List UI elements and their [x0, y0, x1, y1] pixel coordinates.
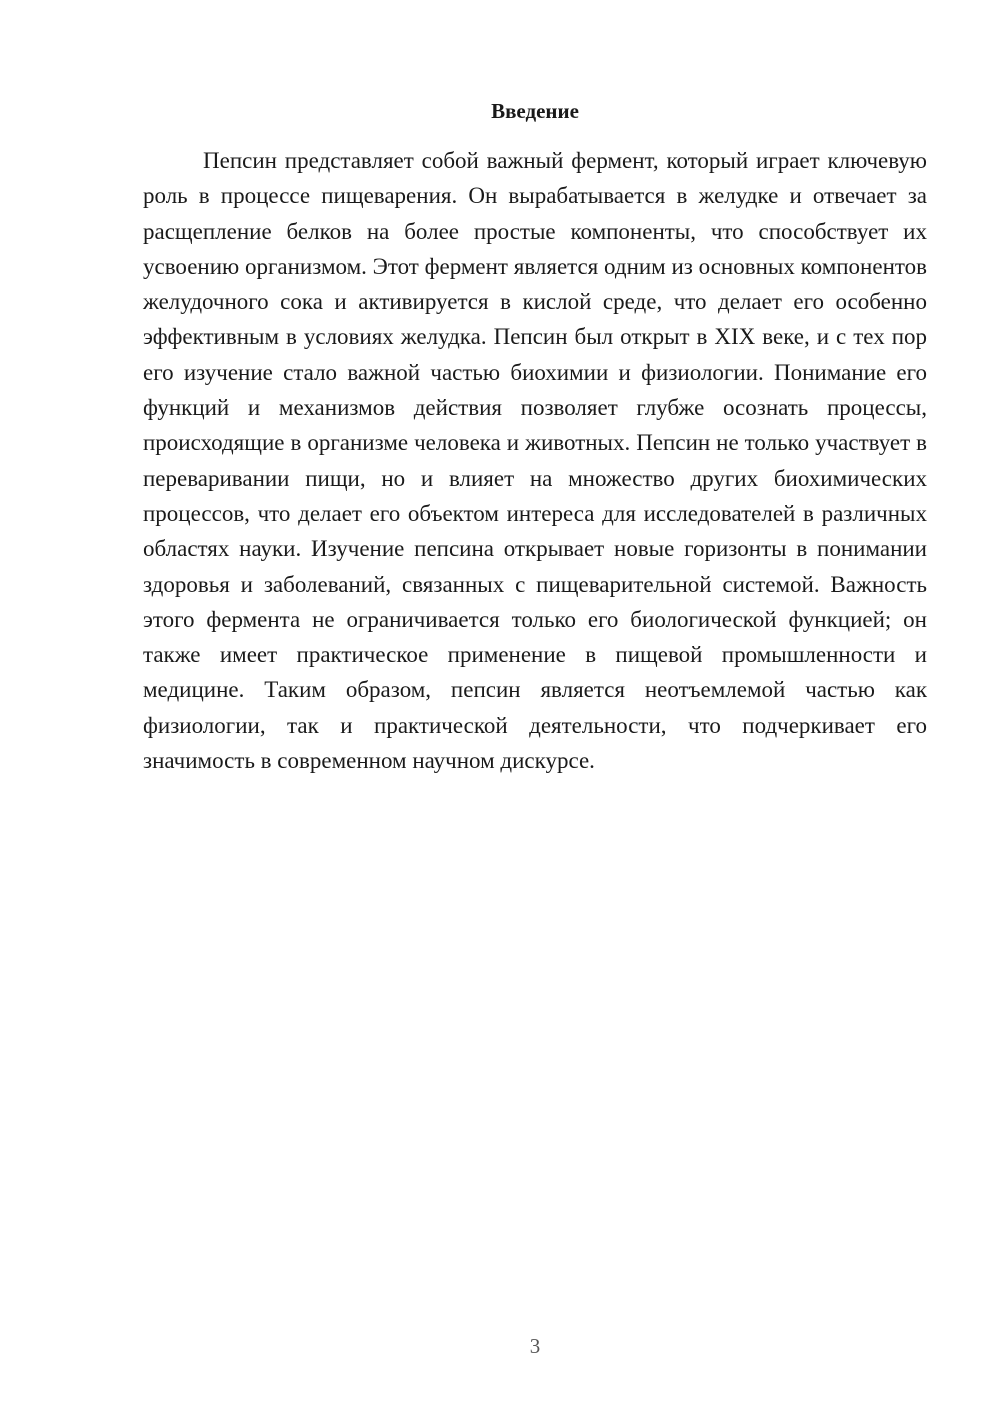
page-number: 3 [529, 1334, 541, 1358]
intro-paragraph: Пепсин представляет собой важный фермент, который играет ключевую роль в процессе пищеварения. Он вырабатывается в желудке и отвечает за расщепление белков на более простые компоненты, что способствует их усвоению организмом. Этот фермент является одним из основных компонентов желудочного сока и активируется в кислой среде, что делает его особенно эффективным в условиях желудка. Пепсин был открыт в XIX веке, и с тех пор его изучение стало важной частью биохимии и физиологии. Понимание его функций и механизмов действия позволяет глубже осознать процессы, происходящие в организме человека и животных. Пепсин не только участвует в переваривании пищи, но и влияет на множество других биохимических процессов, что делает его объектом интереса для исследователей в различных областях науки. Изучение пепсина открывает новые горизонты в понимании здоровья и заболеваний, связанных с пищеварительной системой. Важность этого фермента не ограничивается только его биологической функцией; он также имеет практическое применение в пищевой промышленности и медицине. Таким образом, пепсин является неотъемлемой частью как физиологии, так и практической деятельности, что подчеркивает его значимость в современном научном дискурсе. [143, 148, 927, 774]
section-title: Введение [491, 99, 579, 123]
